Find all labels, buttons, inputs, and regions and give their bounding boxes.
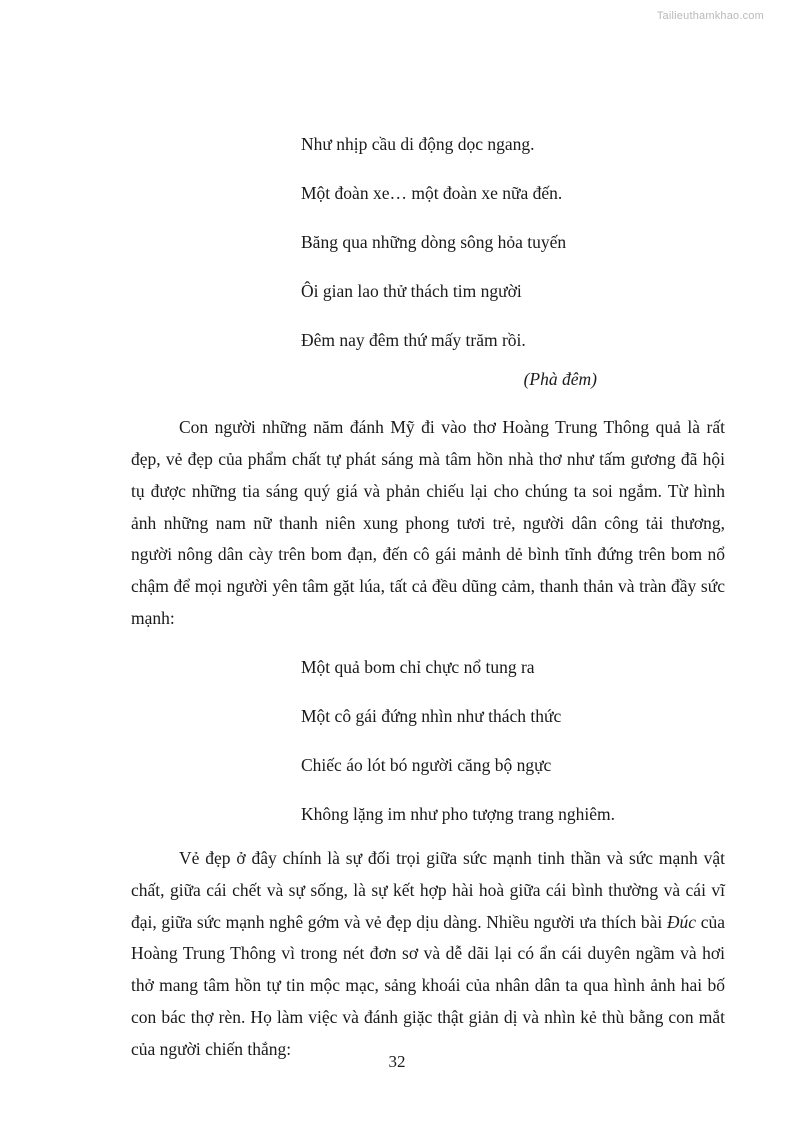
- verse-line: Một quả bom chỉ chực nổ tung ra: [301, 656, 535, 677]
- body-paragraph-1: Con người những năm đánh Mỹ đi vào thơ Hoàng Trung Thông quả là rất đẹp, vẻ đẹp của phẩm chất tự phát sáng mà tâm hồn nhà thơ như tấm gương đã hội tụ được những tia sáng quý giá và phản chiếu lại cho chúng ta soi ngắm. Từ hình ảnh những nam nữ thanh niên xung phong tươi trẻ, người dân công tải thương, người nông dân cày trên bom đạn, đến cô gái mảnh dẻ bình tĩnh đứng trên bom nổ chậm để mọi người yên tâm gặt lúa, tất cả đều dũng cảm, thanh thản và tràn đầy sức mạnh:: [131, 417, 725, 629]
- verse-line: Như nhịp cầu di động dọc ngang.: [301, 134, 535, 154]
- poem-title-emphasis: Đúc: [666, 911, 697, 932]
- verse-line: Băng qua những dòng sông hỏa tuyến: [301, 232, 567, 252]
- verse-block-middle: [131, 657, 725, 825]
- paragraph-2-text-after: của Hoàng Trung Thông vì trong nét đơn sơ và dễ dãi lại có ẩn cái duyên ngầm và hơi thở mang tâm hồn tự tin mộc mạc, sảng khoái của nhân dân ta qua hình ảnh hai bố con bác thợ rèn. Họ làm việc và đánh giặc thật giản dị và nhìn kẻ thù bằng con mắt của người chiến thắng:: [131, 911, 725, 1059]
- body-paragraph-2: [131, 843, 725, 1066]
- page-content: [131, 112, 725, 1084]
- page-number: 32: [388, 1052, 406, 1071]
- paragraph-2-text-before: Vẻ đẹp ở đây chính là sự đối trọi giữa sức mạnh tinh thần và sức mạnh vật chất, giữa cái chết và sự sống, là sự kết hợp hài hoà giữa cái bình thường và cái vĩ đại, giữa sức mạnh nghê gớm và vẻ đẹp dịu dàng. Nhiều người ưa thích bài: [131, 847, 725, 932]
- verse-line: Một cô gái đứng nhìn như thách thức: [301, 705, 562, 726]
- verse-line: Ôi gian lao thử thách tim người: [301, 281, 522, 301]
- verse-block-top: [131, 134, 725, 351]
- watermark-text: Tailieuthamkhao.com: [656, 10, 764, 22]
- verse-line: Một đoàn xe… một đoàn xe nữa đến.: [301, 183, 563, 203]
- verse-line: Không lặng im như pho tượng trang nghiêm.: [301, 803, 616, 824]
- verse-line: Chiếc áo lót bó người căng bộ ngực: [301, 754, 552, 775]
- verse-line: Đêm nay đêm thứ mấy trăm rồi.: [301, 330, 526, 350]
- poem-attribution: (Phà đêm): [523, 369, 597, 389]
